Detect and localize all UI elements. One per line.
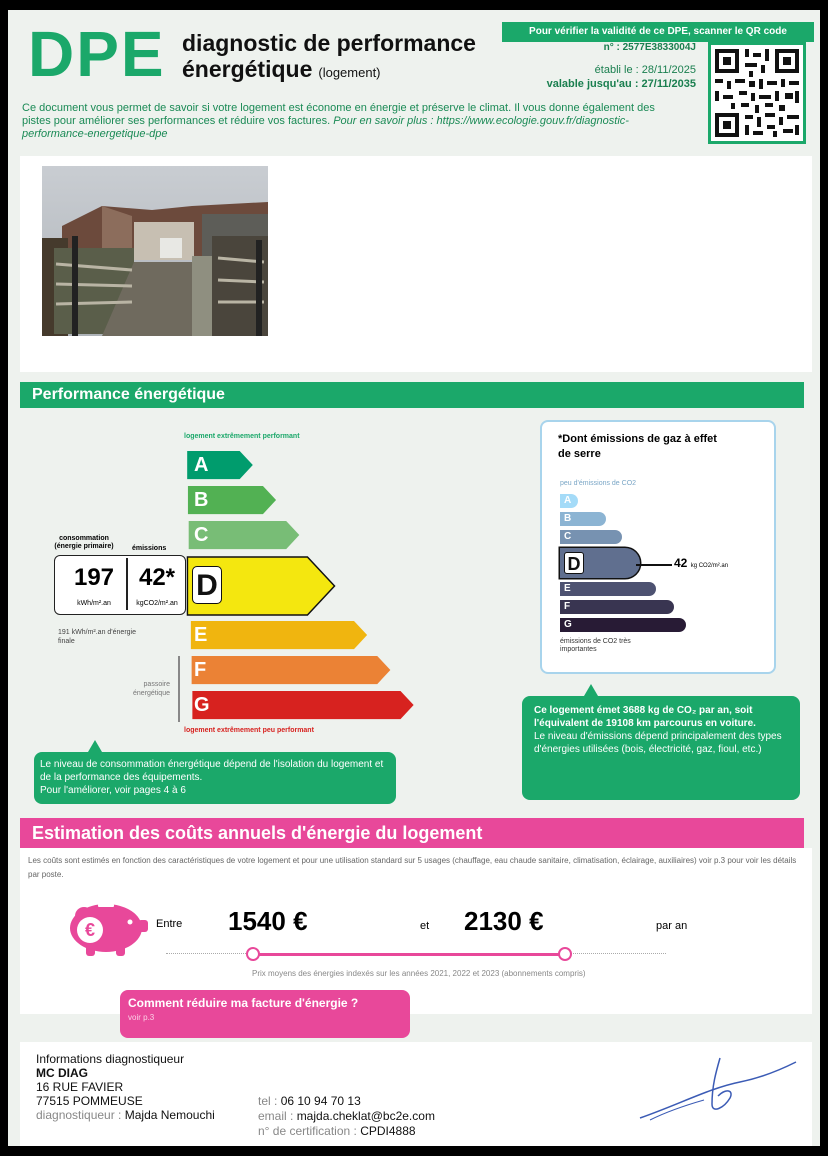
diagnostician-footer: [20, 1042, 812, 1146]
energy-callout: [34, 752, 396, 804]
tel-label: tel :: [258, 1094, 278, 1108]
diagnostician-company: MC DIAG: [36, 1066, 88, 1080]
cost-title: Estimation des coûts annuels d'énergie du logement: [20, 818, 804, 848]
ges-marker-line: [636, 564, 672, 566]
energy-class-letter: B: [194, 489, 209, 511]
diagnostician-heading: Informations diagnostiqueur: [36, 1052, 185, 1066]
diagnostician-address1: 16 RUE FAVIER: [36, 1080, 124, 1094]
ges-class-g: [560, 618, 686, 632]
energy-callout-pointer: [88, 740, 102, 752]
qr-prompt: Pour vérifier la validité de ce DPE, scanner le QR code: [502, 22, 814, 42]
energy-class-letter: D: [192, 566, 222, 604]
email-label: email :: [258, 1109, 294, 1123]
emissions-value: 42*: [138, 564, 176, 591]
energy-class-a: [184, 450, 256, 480]
title-line1: diagnostic de performance: [182, 30, 476, 56]
tip-title: Comment réduire ma facture d'énergie ?: [128, 996, 359, 1010]
ges-class-letter: D: [564, 552, 584, 574]
ges-class-e: [560, 582, 656, 596]
energy-class-letter: G: [194, 694, 210, 716]
ges-class-c: [560, 530, 622, 544]
cost-min-marker: [246, 947, 260, 961]
intro-link[interactable]: Pour en savoir plus : https://www.ecologie.gouv.fr/diagnostic-performance-energetique-dpe: [22, 115, 629, 140]
tip-ref: voir p.3: [128, 1013, 155, 1022]
tel-value[interactable]: 06 10 94 70 13: [280, 1094, 361, 1108]
ges-callout-bold: Ce logement émet 3688 kg de CO₂ par an, soit l'équivalent de 19108 km parcourus en voiture.: [534, 705, 756, 729]
diagnostician-name: Majda Nemouchi: [124, 1108, 215, 1122]
diagnostician-address2: 77515 POMMEUSE: [36, 1094, 143, 1108]
dpe-document: [8, 10, 820, 1146]
passoire-label: passoire énergétique: [133, 681, 170, 697]
valid-until: valable jusqu'au : 27/11/2035: [546, 78, 696, 90]
consumption-label: [48, 535, 120, 551]
ges-top-label: peu d'émissions de CO2: [560, 480, 637, 487]
cost-between: Entre: [156, 918, 183, 930]
energy-callout-text: Le niveau de consommation énergétique dépend de l'isolation du logement et de la performance des équipements.: [40, 759, 384, 783]
qr-code[interactable]: [708, 42, 806, 144]
energy-class-letter: C: [194, 524, 209, 546]
diagnostician-name-label: diagnostiqueur :: [36, 1108, 122, 1122]
ges-class-letter: F: [564, 601, 571, 612]
ges-class-a: [560, 494, 578, 508]
ges-bottom-label: émissions de CO2 très importantes: [560, 638, 631, 653]
title-suffix: (logement): [318, 65, 381, 80]
ges-value-group: [674, 556, 728, 570]
bottom-class-label: logement extrêmement peu performant: [184, 727, 314, 734]
intro-text: [22, 102, 682, 141]
ges-class-letter: B: [564, 513, 572, 524]
signature: [620, 1048, 800, 1137]
energy-callout-more: Pour l'améliorer, voir pages 4 à 6: [40, 785, 186, 796]
property-section: [20, 156, 812, 372]
document-title: [182, 30, 476, 86]
passoire-bracket: [178, 656, 180, 722]
cert-label: n° de certification :: [258, 1124, 357, 1138]
cost-and: et: [420, 920, 430, 932]
consumption-heading: consommation: [59, 535, 109, 542]
energy-class-c: [184, 520, 304, 550]
energy-class-g: [184, 690, 422, 720]
cost-note: Prix moyens des énergies indexés sur les années 2021, 2022 et 2023 (abonnements compris): [252, 969, 586, 978]
energy-class-letter: F: [194, 659, 207, 681]
ges-callout-pointer: [584, 684, 598, 696]
emissions-unit: kgCO2/m².an: [136, 600, 178, 607]
cost-max-marker: [558, 947, 572, 961]
ges-title: *Dont émissions de gaz à effet de serre: [558, 433, 717, 460]
energy-class-letter: E: [194, 624, 208, 646]
ges-unit: kg CO2/m².an: [690, 563, 729, 569]
dpe-number: n° : 2577E3833004J: [603, 42, 696, 53]
qr-code-icon: [711, 45, 803, 141]
top-class-label: logement extrêmement performant: [184, 433, 300, 440]
ges-class-letter: C: [564, 531, 572, 542]
cost-per-year: par an: [656, 920, 688, 932]
cert-value: CPDI4888: [360, 1124, 416, 1138]
diagnostician-info: [36, 1052, 215, 1122]
final-energy: 191 kWh/m².an d'énergie finale: [58, 629, 136, 645]
energy-class-e: [184, 620, 374, 650]
energy-class-b: [184, 485, 280, 515]
ges-value: 42: [674, 556, 688, 570]
house-photo-icon: [42, 166, 268, 336]
ges-callout: [522, 696, 800, 800]
ges-class-letter: E: [564, 583, 571, 594]
title-line2: énergétique: [182, 56, 313, 82]
energy-class-letter: A: [194, 454, 209, 476]
euro-icon: €: [84, 920, 95, 940]
dpe-logo: DPE: [28, 18, 166, 90]
cost-max: 2130 €: [464, 906, 544, 936]
cost-min: 1540 €: [228, 906, 308, 936]
piggy-bank-icon: [60, 896, 150, 963]
consumption-unit: kWh/m².an: [77, 600, 111, 607]
ges-class-f: [560, 600, 674, 614]
cost-range-bar: [254, 953, 562, 956]
energy-class-d: [184, 556, 338, 616]
ges-callout-text: Le niveau d'émissions dépend principalement des types d'énergies utilisées (bois, électricité, gaz, fioul, etc.): [534, 731, 782, 755]
intro-body: Ce document vous permet de savoir si votre logement est économe en énergie et préserve le climat. Il vous donne également des pistes pour améliorer ses performances et réduire vos factures.: [22, 102, 655, 127]
energy-class-f: [184, 655, 398, 685]
cost-description: Les coûts sont estimés en fonction des caractéristiques de votre logement et pour une utilisation standard sur 5 usages (chauffage, eau chaude sanitaire, climatisation, éclairage, auxiliaires) voir p.3 pour voir les détails par poste.: [28, 856, 797, 879]
diagnostician-contact: [258, 1094, 435, 1139]
tip-button[interactable]: [120, 990, 410, 1038]
ges-class-b: [560, 512, 606, 526]
emissions-label: émissions: [132, 545, 167, 552]
email-value[interactable]: majda.cheklat@bc2e.com: [296, 1109, 435, 1123]
ges-class-d: [560, 548, 640, 578]
ges-class-letter: A: [564, 495, 572, 506]
consumption-subheading: (énergie primaire): [54, 543, 114, 550]
property-photo: [42, 166, 268, 336]
established-date: établi le : 28/11/2025: [594, 64, 696, 76]
ges-class-letter: G: [564, 619, 572, 630]
performance-title: Performance énergétique: [20, 382, 804, 408]
consumption-value: 197: [73, 564, 115, 591]
